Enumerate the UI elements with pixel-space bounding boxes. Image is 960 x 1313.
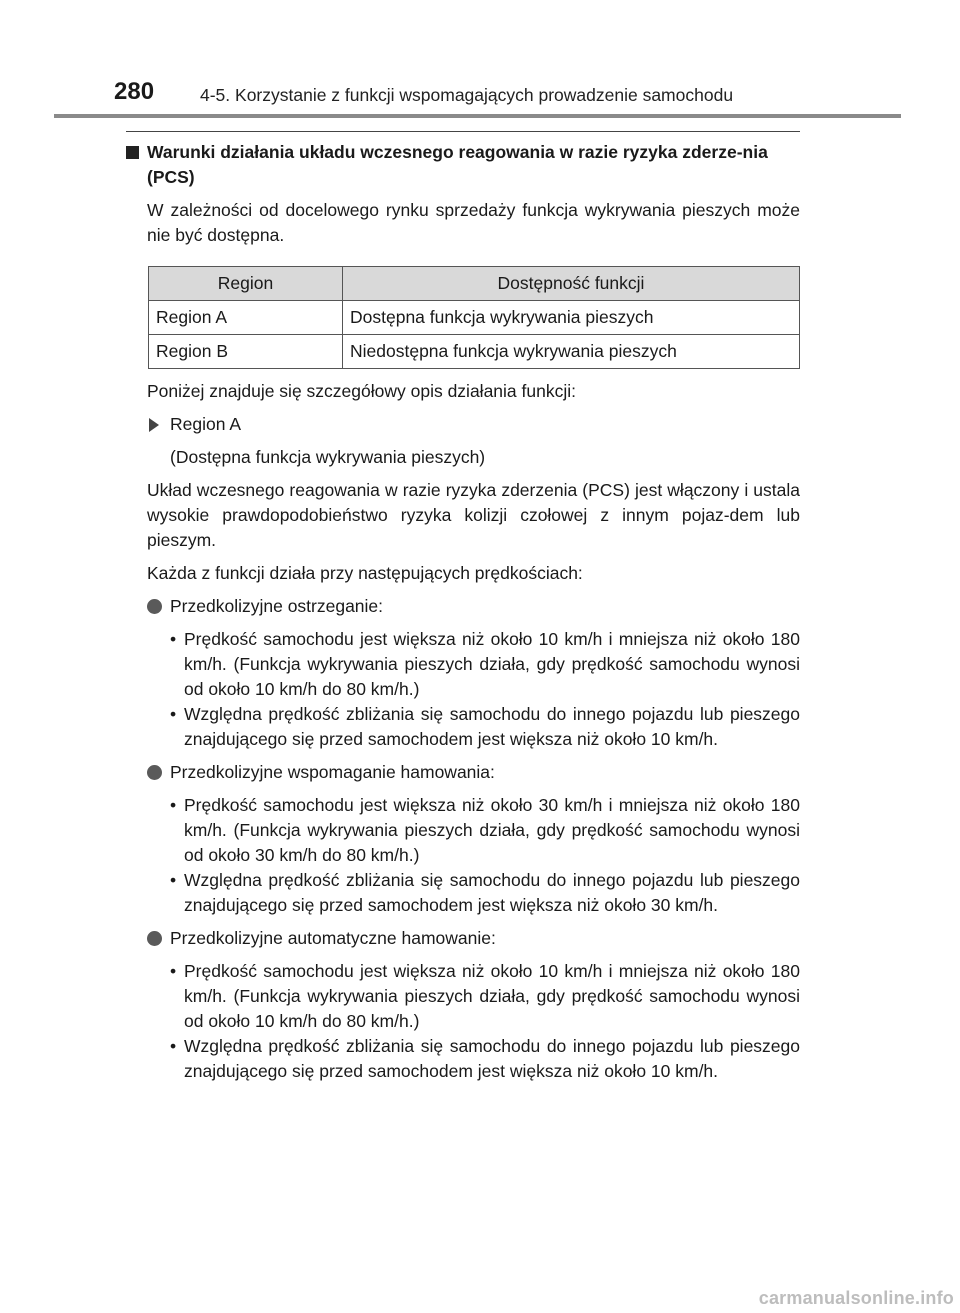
- bullet-dot: •: [170, 795, 177, 815]
- availability-table: [148, 266, 800, 369]
- section-intro: W zależności od docelowego rynku sprzedaży funkcja wykrywania pieszych może nie być dostępna.: [147, 200, 800, 245]
- list-item-text: Prędkość samochodu jest większa niż około 10 km/h i mniejsza niż około 180 km/h. (Funkcja wykrywania pieszych działa, gdy prędkość samochodu wynosi od około 10 km/h do 80 km/h.): [184, 961, 800, 1031]
- table-header-row: [149, 267, 800, 301]
- triangle-bullet-icon: [149, 418, 159, 432]
- table-cell: Region A: [149, 301, 343, 335]
- table-row: [149, 301, 800, 335]
- feature-item: [126, 760, 800, 785]
- bullet-dot: •: [170, 961, 177, 981]
- watermark: carmanualsonline.info: [758, 1288, 954, 1308]
- list-item: [126, 868, 800, 918]
- details-intro: Poniżej znajduje się szczegółowy opis działania funkcji:: [147, 381, 576, 401]
- feature-title: Przedkolizyjne automatyczne hamowanie:: [170, 928, 496, 948]
- page-number: 280: [114, 78, 155, 105]
- table-header-region: Region: [149, 267, 343, 301]
- table-row: [149, 335, 800, 369]
- list-item-text: Prędkość samochodu jest większa niż około 10 km/h i mniejsza niż około 180 km/h. (Funkcja wykrywania pieszych działa, gdy prędkość samochodu wynosi od około 10 km/h do 80 km/h.): [184, 629, 800, 699]
- region-note: (Dostępna funkcja wykrywania pieszych): [170, 447, 486, 467]
- region-label: Region A: [170, 414, 242, 434]
- table-header-availability: Dostępność funkcji: [343, 267, 800, 301]
- table-cell: Region B: [149, 335, 343, 369]
- circle-bullet-icon: [147, 765, 162, 780]
- feature-bullets: [126, 627, 800, 752]
- list-item: [126, 959, 800, 1034]
- table-cell: Niedostępna funkcja wykrywania pieszych: [343, 335, 800, 369]
- list-item-text: Prędkość samochodu jest większa niż około 30 km/h i mniejsza niż około 180 km/h. (Funkcja wykrywania pieszych działa, gdy prędkość samochodu wynosi od około 30 km/h do 80 km/h.): [184, 795, 800, 865]
- bullet-dot: •: [170, 870, 177, 890]
- table-cell: Dostępna funkcja wykrywania pieszych: [343, 301, 800, 335]
- feature-bullets: [126, 959, 800, 1084]
- page-content: [126, 140, 800, 1084]
- chapter-title: 4-5. Korzystanie z funkcji wspomagających prowadzenie samochodu: [200, 85, 734, 105]
- page-header: [0, 0, 960, 120]
- bullet-dot: •: [170, 629, 177, 649]
- circle-bullet-icon: [147, 931, 162, 946]
- feature-item: [126, 594, 800, 619]
- feature-item: [126, 926, 800, 951]
- section-heading: [126, 140, 800, 190]
- list-item-text: Względna prędkość zbliżania się samochodu do innego pojazdu lub pieszego znajdującego się przed samochodem jest większa niż około 10 km/h.: [184, 704, 800, 749]
- list-item: [126, 702, 800, 752]
- bullet-dot: •: [170, 704, 177, 724]
- square-bullet-icon: [126, 146, 139, 159]
- body-paragraph: Układ wczesnego reagowania w razie ryzyka zderzenia (PCS) jest włączony i ustala wysokie prawdopodobieństwo ryzyka kolizji czołowej z innym pojaz-dem lub pieszym.: [147, 480, 800, 550]
- section-rule: [126, 131, 800, 132]
- list-item-text: Względna prędkość zbliżania się samochodu do innego pojazdu lub pieszego znajdującego się przed samochodem jest większa niż około 30 km/h.: [184, 870, 800, 915]
- list-item: [126, 793, 800, 868]
- list-item: [126, 1034, 800, 1084]
- feature-title: Przedkolizyjne ostrzeganie:: [170, 596, 384, 616]
- feature-title: Przedkolizyjne wspomaganie hamowania:: [170, 762, 495, 782]
- circle-bullet-icon: [147, 599, 162, 614]
- header-rule: [54, 114, 901, 118]
- bullet-dot: •: [170, 1036, 177, 1056]
- feature-bullets: [126, 793, 800, 918]
- speeds-intro: Każda z funkcji działa przy następujących prędkościach:: [147, 563, 583, 583]
- section-heading-text: Warunki działania układu wczesnego reagowania w razie ryzyka zderze-nia (PCS): [147, 142, 768, 187]
- list-item: [126, 627, 800, 702]
- region-item: [126, 412, 800, 437]
- list-item-text: Względna prędkość zbliżania się samochodu do innego pojazdu lub pieszego znajdującego się przed samochodem jest większa niż około 10 km/h.: [184, 1036, 800, 1081]
